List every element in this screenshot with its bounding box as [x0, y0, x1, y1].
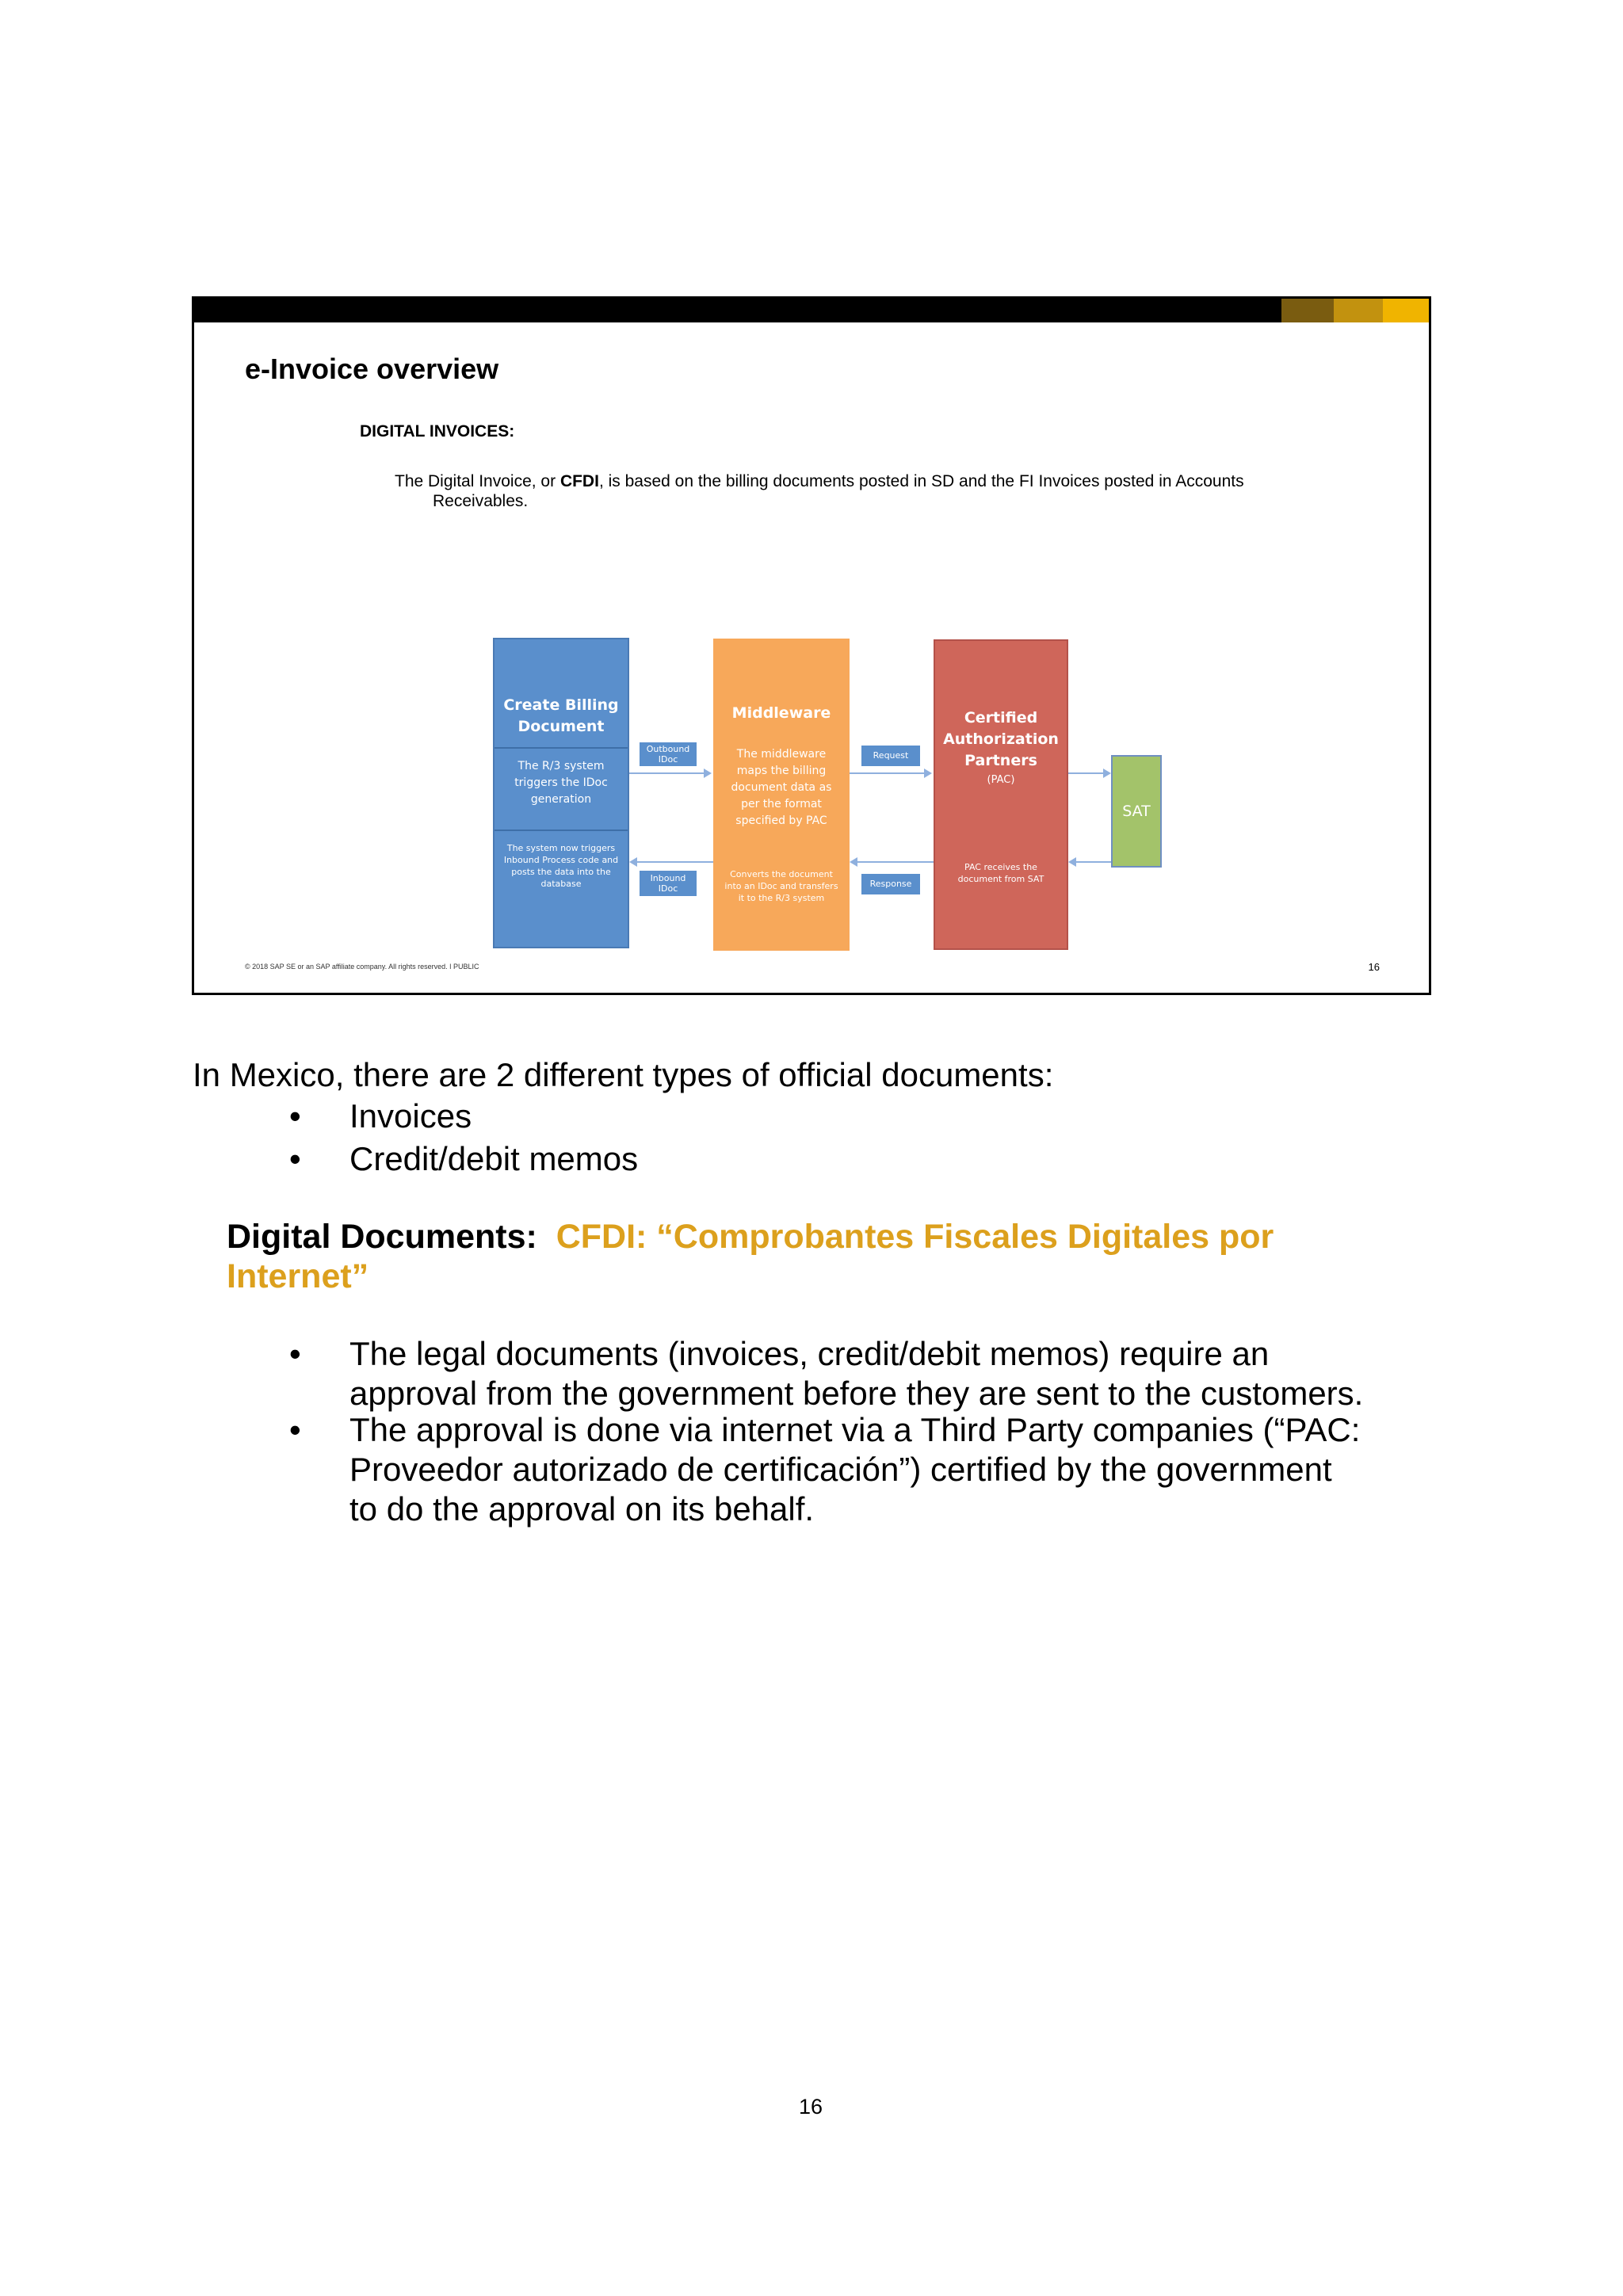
billing-divider-top [495, 747, 628, 749]
outbound-arrow-line [629, 772, 704, 774]
intro-text: In Mexico, there are 2 different types of official documents: [193, 1056, 1054, 1093]
embedded-slide [192, 296, 1431, 995]
doc-type-credit-debit-memos: Credit/debit memos [349, 1140, 639, 1177]
note-approval-via-pac: The approval is done via internet via a Third Party companies (“PAC: Proveedor autorizado de certificación”) certified by the government to do the approval on its behalf. [349, 1411, 1361, 1527]
cfdi-definition: CFDI: “Comprobantes Fiscales Digitales por [556, 1218, 1274, 1256]
slide-copyright: © 2018 SAP SE or an SAP affiliate company. All rights reserved. ǀ PUBLIC [245, 963, 479, 971]
create-billing-document-box: Create Billing Document The R/3 system triggers the IDoc generation The system now triggers Inbound Process code and posts the data into the database [493, 638, 629, 948]
slide-top-bar [194, 299, 1429, 322]
accent-bar-yellow [1383, 299, 1431, 322]
digital-documents-label: Digital Documents: [227, 1218, 537, 1256]
sat-to-pac-arrow-line [1076, 861, 1111, 863]
slide-body-text: The Digital Invoice, or CFDI, is based on the billing documents posted in SD and the FI Invoices posted in Accounts Receivables. [395, 472, 1244, 510]
bullet-dot: • [289, 1411, 301, 1448]
bullet-dot: • [289, 1097, 301, 1135]
note-legal-documents: The legal documents (invoices, credit/debit memos) require an approval from the government before they are sent to the customers. [349, 1335, 1364, 1412]
pac-to-sat-arrow-line [1068, 772, 1103, 774]
bullet-dot: • [289, 1140, 301, 1177]
request-arrow-line [850, 772, 924, 774]
accent-bar-dark-gold [1281, 299, 1334, 322]
response-arrow-line [857, 861, 934, 863]
inbound-arrow-line [637, 861, 713, 863]
sat-box: SAT [1111, 755, 1162, 868]
slide-title: e-Invoice overview [245, 353, 499, 385]
request-tag: Request [861, 746, 920, 766]
outbound-idoc-tag: Outbound IDoc [640, 742, 697, 766]
sat-to-pac-arrow-head [1068, 857, 1076, 867]
response-tag: Response [861, 874, 920, 894]
digital-documents-heading [227, 1217, 1415, 1296]
slide-subtitle: DIGITAL INVOICES: [360, 422, 515, 441]
response-arrow-head [850, 857, 857, 867]
request-arrow-head [924, 769, 932, 778]
slide-page-number: 16 [1368, 961, 1380, 973]
page-number: 16 [799, 2095, 823, 2119]
bullet-dot: • [289, 1335, 301, 1372]
doc-type-invoices: Invoices [349, 1097, 472, 1135]
middleware-box: Middleware The middleware maps the billing document data as per the format specified by PAC Converts the document into an IDoc and transfers it to the R/3 system [713, 639, 850, 951]
inbound-arrow-head [629, 857, 637, 867]
accent-bar-gold [1334, 299, 1383, 322]
pac-to-sat-arrow-head [1103, 769, 1111, 778]
cfdi-definition-cont: Internet” [227, 1257, 369, 1295]
outbound-arrow-head [704, 769, 712, 778]
cfdi-bold: CFDI [559, 472, 599, 490]
billing-divider-bottom [495, 830, 628, 831]
certified-authorization-partners-box: Certified Authorization Partners (PAC) PAC receives the document from SAT [934, 639, 1068, 950]
inbound-idoc-tag: Inbound IDoc [640, 871, 697, 896]
